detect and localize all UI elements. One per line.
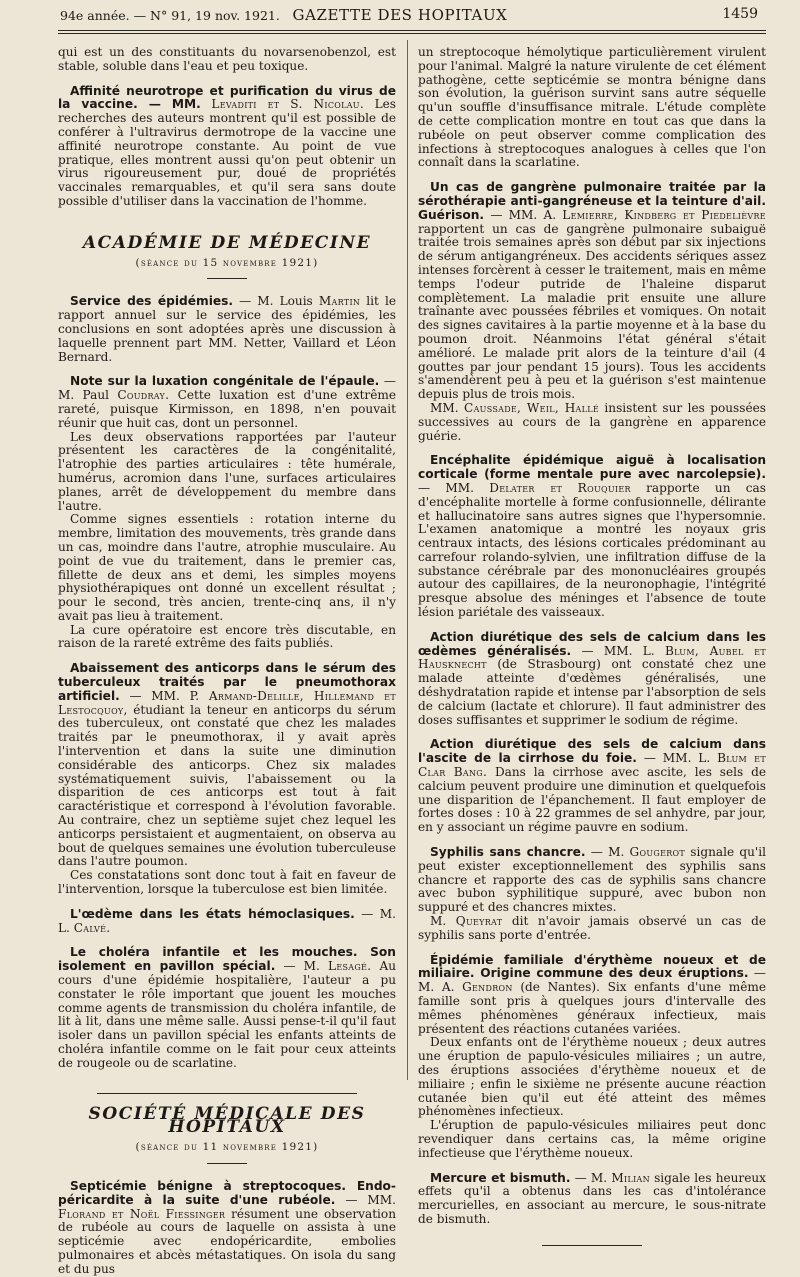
article-text: — MM. A. [490, 207, 557, 222]
article-body: lit le rapport annuel sur le service des épidémies, les conclusions en sont adoptées après une discussion à laquelle prennent part MM. Netter, Vaillard et Léon Bernard. [58, 294, 396, 364]
article-body: (de Strasbourg) ont constaté chez une malade atteinte d'œdèmes généralisés, une déshydratation rapide et intense par l'absorption de sels de calcium (lactate et chlorure). Il faut administrer des doses suffisantes et supprimer le sodium de régime. [418, 657, 766, 727]
article-text: — MM. L. [643, 751, 711, 766]
divider [542, 1245, 642, 1246]
author-names: Calvé. [73, 920, 111, 935]
article-anticorps [58, 662, 396, 869]
article-heading: Le choléra infantile et les mouches. Son isolement en pavillon spécial. [58, 945, 396, 974]
author-names: Blum, Aubel et Hausknecht [418, 643, 766, 672]
author-names: Delater et Rouquier [489, 480, 631, 495]
article-text: — M. [283, 959, 320, 974]
page-number: 1459 [722, 6, 758, 22]
header-rule [58, 33, 766, 34]
article-luxation [58, 375, 396, 430]
left-column [58, 46, 396, 1277]
author-names: Gougerot [629, 845, 686, 860]
section-subtitle: (séance du 15 novembre 1921) [135, 256, 319, 269]
author-names: Gendron [462, 980, 513, 995]
article-body: (de Nantes). Six enfants d'une même famille sont pris à quelques jours d'intervalle des mêmes phénomènes généraux infectieux, mais présentent des réactions cutanées variées. [418, 980, 766, 1036]
divider [97, 1093, 357, 1094]
article-text: — M. [574, 1170, 608, 1185]
article-body: Les recherches des auteurs montrent qu'il est possible de conférer à l'ultravirus dermotrope de la vaccine une affinité neurotrope constante. Au point de vue pratique, elles montrent aussi qu'on peut obtenir un virus rigoureusement pur, doué de propriétés vaccinales remarquables, et qu'il sera sans doute possible d'utiliser dans la vaccination de l'homme. [58, 97, 396, 208]
article-text: — MM. L. [581, 643, 655, 658]
article-oedeme [58, 908, 396, 936]
article-body: Cette luxation est d'une extrême rareté, puisque Kirmisson, en 1898, n'en pouvait réunir que huit cas, dont un personnel. [58, 388, 396, 430]
article-heading: Encéphalite épidémique aiguë à localisation corticale (forme mentale pure avec narcolepsie). [418, 453, 766, 482]
column-separator [407, 40, 408, 1080]
article-heading: Un cas de gangrène pulmonaire traitée par la sérothérapie anti-gangréneuse et la teinture d'ail. Guérison. [418, 180, 766, 222]
author-names: Blum et Clar Bang. [418, 751, 766, 780]
author-names: Levaditi et S. Nicolau. [211, 97, 364, 112]
paragraph: qui est un des constituants du novarsenobenzol, est stable, soluble dans l'eau et peu toxique. [58, 45, 396, 73]
article-body: sigale les heureux effets qu'il a obtenus dans les cas d'intolérance mercurielles, en associant au mercure, le sous-nitrate de bismuth. [418, 1170, 766, 1226]
article-body: rapportent un cas de gangrène pulmonaire subaiguë traitée trois semaines après son début par six injections de sérum antigangréneux. Des accidents sériques assez intenses forcèrent à cesser le traitement, mais en même temps l'odeur putride de l'haleine disparut complètement. La maladie prit ensuite une allure traînante avec poussées fébriles et vomiques. On notait des signes cavitaires à la partie moyenne et à la base du poumon droit. Néanmoins l'état général s'était amélioré. Le malade prit alors de la teinture d'ail (4 gouttes par jour pendant 15 jours). Tous les accidents s'amendèrent peu à peu et la guérison s'est maintenue depuis plus de trois mois. [418, 221, 766, 402]
article-text: — M. [590, 845, 625, 860]
article-text: — M. Louis [239, 294, 313, 309]
author-names: Martin [318, 294, 361, 309]
journal-title: GAZETTE DES HOPITAUX [292, 6, 508, 24]
article-erytheme [418, 954, 766, 1037]
paragraph: Comme signes essentiels : rotation interne du membre, limitation des mouvements, très grande dans un cas, moindre dans l'autre, atrophie musculaire. Au point de vue du traitement, dans le premier cas, fillette de deux ans et demi, les simples moyens physiothérapiques ont donné un excellent résultat ; pour le second, très ancien, trente-cinq ans, il n'y avait pas lieu à traitement. [58, 512, 396, 623]
article-text: — M. Paul [58, 374, 396, 403]
issue-info: 94e année. — N° 91, 19 nov. 1921. [60, 8, 280, 23]
article-heading: Syphilis sans chancre. [430, 845, 586, 860]
author-names: Queyrat [455, 914, 503, 929]
paragraph [418, 915, 766, 943]
article-body: rapporte un cas d'encéphalite mortelle à forme confusionnelle, délirante et hallucinatoire sans autres signes que l'hypersomnie. L'examen anatomique a montré les noyaux gris centraux intacts, des lésions corticales prédominant au carrefour rolando-sylvien, une infiltration diffuse de la substance cérébrale par des mononucléaires groupés autour des capillaires, de la neuronophagie, l'intégrité presque absolue des méninges et l'absence de toute lésion pariétale des vaisseaux. [418, 480, 766, 620]
article-epidemies [58, 295, 396, 364]
right-column [418, 46, 766, 1246]
article-heading: Épidémie familiale d'érythème noueux et de miliaire. Origine commune des deux éruptions. [418, 952, 766, 981]
author-names: Armand-Delille, Hillemand et Lestocquoy, [58, 688, 396, 717]
article-calcium-oedemes [418, 631, 766, 728]
article-heading: L'œdème dans les états hémoclasiques. [70, 906, 355, 921]
article-text: — M. L. [58, 906, 396, 935]
author-names: Lesagé. [328, 959, 372, 974]
paragraph: un streptocoque hémolytique particulièrement virulent pour l'animal. Malgré la nature virulente de cet élément pathogène, cette septicémie se montra bénigne dans son évolution, la guérison survint sans autre séquelle qu'un souffle d'insuffisance mitrale. L'étude complète de cette complication montre en tout cas que dans la rubéole on peut observer comme complication des infections à streptocoques analogues à celles que l'on connaît dans la scarlatine. [418, 45, 766, 170]
paragraph: Deux enfants ont de l'érythème noueux ; deux autres une éruption de papulo-vésicules miliaires ; un autre, des éruptions associées d'érythème noueux et de miliaire ; enfin le sixième ne présente aucune réaction cutanée bien qu'il eut été atteint des mêmes phénomènes infectieux. [418, 1035, 766, 1119]
article-heading: Septicémie bénigne à streptocoques. Endo-péricardite à la suite d'une rubéole. [58, 1178, 396, 1207]
divider [207, 278, 247, 279]
article-text: M. [430, 914, 447, 929]
article-encephalite [418, 454, 766, 620]
article-body: Dans la cirrhose avec ascite, les sels de calcium peuvent produire une diminution et quelquefois une disparition de l'épanchement. Il faut employer de fortes doses : 10 à 22 grammes de sel anhydre, par jour, en y associant un régime pauvre en sodium. [418, 765, 766, 835]
article-mercure [418, 1172, 766, 1227]
article-text: — M. A. [418, 966, 766, 995]
article-body: Au cours d'une épidémie hospitalière, l'auteur a pu constater le rôle important que jouent les mouches comme agents de transmission du choléra infantile, de lit à lit, dans une même salle. Aussi pense-t-il qu'il faut isoler dans un pavillon spécial les enfants atteints de choléra infantile comme on le fait pour ceux atteints de rougeole ou de scarlatine. [58, 959, 396, 1070]
article-heading: Service des épidémies. [70, 294, 234, 309]
article-syphilis [418, 846, 766, 915]
section-title: ACADÉMIE DE MÉDECINE [82, 232, 372, 253]
divider [207, 1163, 247, 1164]
article-cholera [58, 946, 396, 1070]
author-names: Lemierre, Kindberg et Piedelièvre [562, 207, 766, 222]
article-vaccine [58, 85, 396, 209]
paragraph [418, 402, 766, 443]
article-body: dit n'avoir jamais observé un cas de syphilis sans porte d'entrée. [418, 914, 766, 942]
article-body: insistent sur les poussées successives au cours de la gangrène en apparence guérie. [418, 400, 766, 443]
article-heading: Mercure et bismuth. [430, 1170, 571, 1185]
article-heading: Note sur la luxation congénitale de l'épaule. [70, 374, 380, 389]
article-body: étudiant la teneur en anticorps du sérum des tuberculeux, ont constaté que chez les malades traités par le pneumothorax, il y avait après l'intervention et dans la suite une diminution considérable des anticorps. Chez six malades systématiquement suivis, l'abaissement ou la disparition de ces anticorps est tout à fait caractéristique et correspond à l'évolution favorable. Au contraire, chez un septième sujet chez lequel les anticorps persistaient et augmentaient, on observa au bout de quelques semaines une évolution tuberculeuse dans l'autre poumon. [58, 702, 396, 869]
author-names: Caussade, Weil, Hallé [464, 400, 599, 415]
article-text: — MM. [418, 480, 474, 495]
article-calcium-ascite [418, 738, 766, 835]
article-gangrene [418, 181, 766, 402]
article-text: — MM. [345, 1192, 396, 1207]
article-heading: Affinité neurotrope et purification du virus de la vaccine. — MM. [58, 83, 396, 112]
article-body: résument une observation de rubéole au cours de laquelle on assista à une septicémie avec endopéricardite, embolies pulmonaires et abcès métastatiques. On isola du sang et du pus [58, 1206, 396, 1276]
paragraph: La cure opératoire est encore très discutable, en raison de la rareté extrême des faits publiés. [58, 622, 396, 651]
article-heading: Action diurétique des sels de calcium dans l'ascite de la cirrhose du foie. [418, 737, 766, 766]
paragraph: Les deux observations rapportées par l'auteur présentent les caractères de la congénitalité, l'atrophie des parties articulaires : tête humérale, humérus, acromion dans l'une, surfaces articulaires planes, arrêt de développement du membre dans l'autre. [58, 429, 396, 513]
article-heading: Abaissement des anticorps dans le sérum des tuberculeux traités par le pneumothorax artificiel. [58, 661, 396, 703]
paragraph: L'éruption de papulo-vésicules miliaires peut donc revendiquer dans certains cas, la même origine infectieuse que l'érythème noueux. [418, 1118, 766, 1160]
header-rule [58, 30, 766, 31]
author-names: Milian [611, 1170, 650, 1185]
section-subtitle: (séance du 11 novembre 1921) [135, 1141, 319, 1154]
author-names: Florand et Noël Fiessinger [58, 1206, 226, 1221]
section-title: SOCIÉTÉ MÉDICALE DES HOPITAUX [88, 1103, 366, 1138]
article-body: signale qu'il peut exister exceptionnellement des syphilis sans chancre et rapporte des cas de syphilis sans chancre avec bubon syphilitique suppuré, avec bubon non suppuré et des chancres mixtes. [418, 845, 766, 915]
article-text: MM. [430, 400, 459, 415]
article-septicemie [58, 1180, 396, 1277]
article-text: — MM. P. [129, 688, 200, 703]
article-heading: Action diurétique des sels de calcium dans les œdèmes généralisés. [418, 629, 766, 658]
paragraph: Ces constatations sont donc tout à fait en faveur de l'intervention, lorsque la tuberculose est bien limitée. [58, 868, 396, 897]
author-names: Coudray. [117, 388, 170, 403]
